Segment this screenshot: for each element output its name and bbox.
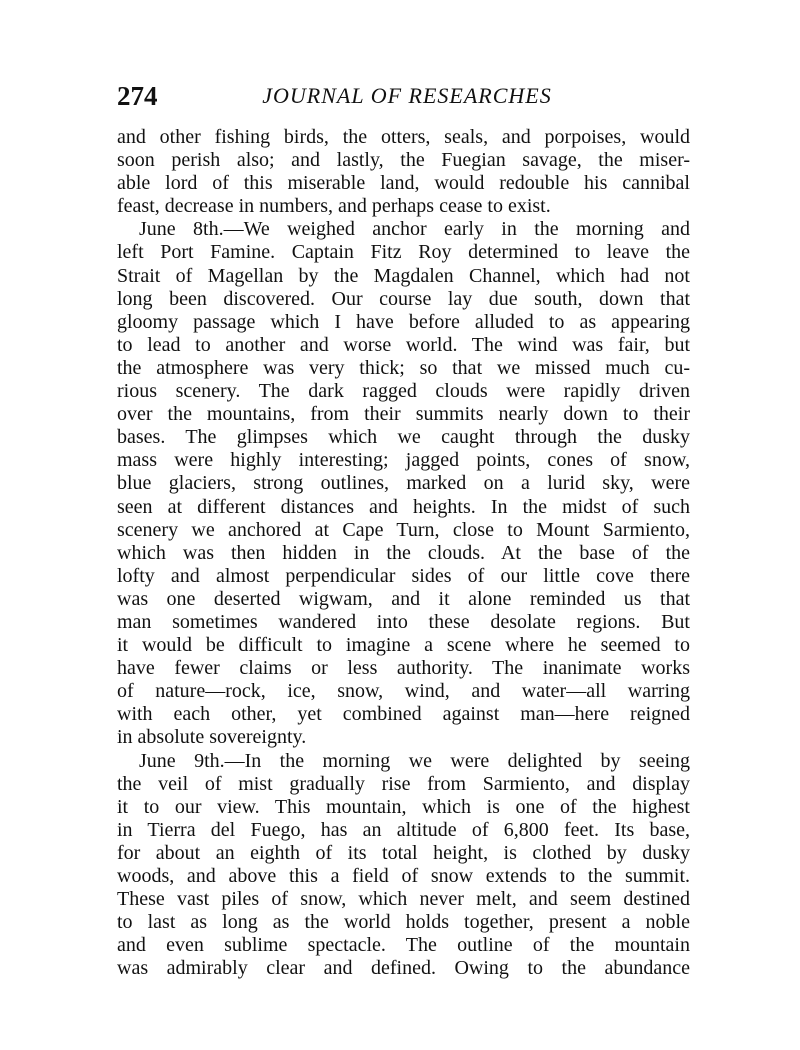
text-line: June 8th.—We weighed anchor early in the morning and xyxy=(139,218,690,241)
text-line: soon perish also; and lastly, the Fuegian savage, the miser- xyxy=(117,149,690,172)
text-line: man sometimes wandered into these desolate regions. But xyxy=(117,610,690,633)
text-line: scenery we anchored at Cape Turn, close to Mount Sarmiento, xyxy=(117,518,690,541)
text-line: blue glaciers, strong outlines, marked on a lurid sky, were xyxy=(117,472,690,495)
text-line: was admirably clear and defined. Owing to the abundance xyxy=(117,957,690,980)
text-line: for about an eighth of its total height, is clothed by dusky xyxy=(117,841,690,864)
text-line: the atmosphere was very thick; so that we missed much cu- xyxy=(117,356,690,379)
body-text xyxy=(117,126,690,980)
text-line: Strait of Magellan by the Magdalen Channel, which had not xyxy=(117,264,690,287)
page-header xyxy=(117,80,690,112)
text-line: left Port Famine. Captain Fitz Roy determined to leave the xyxy=(117,241,690,264)
text-line: and even sublime spectacle. The outline of the mountain xyxy=(117,934,690,957)
running-title: JOURNAL OF RESEARCHES xyxy=(262,83,552,108)
text-line: These vast piles of snow, which never melt, and seem destined xyxy=(117,888,690,911)
text-line: was one deserted wigwam, and it alone reminded us that xyxy=(117,587,690,610)
text-line: and other fishing birds, the otters, seals, and porpoises, would xyxy=(117,126,690,148)
text-line: mass were highly interesting; jagged points, cones of snow, xyxy=(117,449,690,472)
page-number: 274 xyxy=(117,81,158,111)
text-line: in absolute sovereignty. xyxy=(117,726,307,749)
text-line: the veil of mist gradually rise from Sarmiento, and display xyxy=(117,772,690,795)
text-line: seen at different distances and heights. In the midst of such xyxy=(117,495,690,518)
text-line: with each other, yet combined against man—here reigned xyxy=(117,703,690,726)
text-line: gloomy passage which I have before alluded to as appearing xyxy=(117,310,690,333)
text-line: have fewer claims or less authority. The inanimate works xyxy=(117,657,690,680)
text-line: over the mountains, from their summits nearly down to their xyxy=(117,403,690,426)
text-line: to lead to another and worse world. The wind was fair, but xyxy=(117,333,690,356)
text-line: it to our view. This mountain, which is one of the highest xyxy=(117,795,690,818)
text-line: bases. The glimpses which we caught through the dusky xyxy=(117,426,690,449)
text-line: which was then hidden in the clouds. At the base of the xyxy=(117,541,690,564)
text-line: woods, and above this a field of snow extends to the summit. xyxy=(117,865,690,887)
text-line: of nature—rock, ice, snow, wind, and water—all warring xyxy=(117,680,690,703)
text-line: able lord of this miserable land, would redouble his cannibal xyxy=(117,172,690,195)
text-line: lofty and almost perpendicular sides of our little cove there xyxy=(117,564,690,587)
text-line: it would be difficult to imagine a scene where he seemed to xyxy=(117,634,690,657)
text-line: in Tierra del Fuego, has an altitude of 6,800 feet. Its base, xyxy=(117,818,690,841)
text-line: feast, decrease in numbers, and perhaps cease to exist. xyxy=(117,195,551,218)
text-line: long been discovered. Our course lay due south, down that xyxy=(117,287,690,310)
text-line: June 9th.—In the morning we were delighted by seeing xyxy=(139,749,690,772)
text-line: to last as long as the world holds together, present a noble xyxy=(117,911,690,934)
text-line: rious scenery. The dark ragged clouds were rapidly driven xyxy=(117,380,690,403)
